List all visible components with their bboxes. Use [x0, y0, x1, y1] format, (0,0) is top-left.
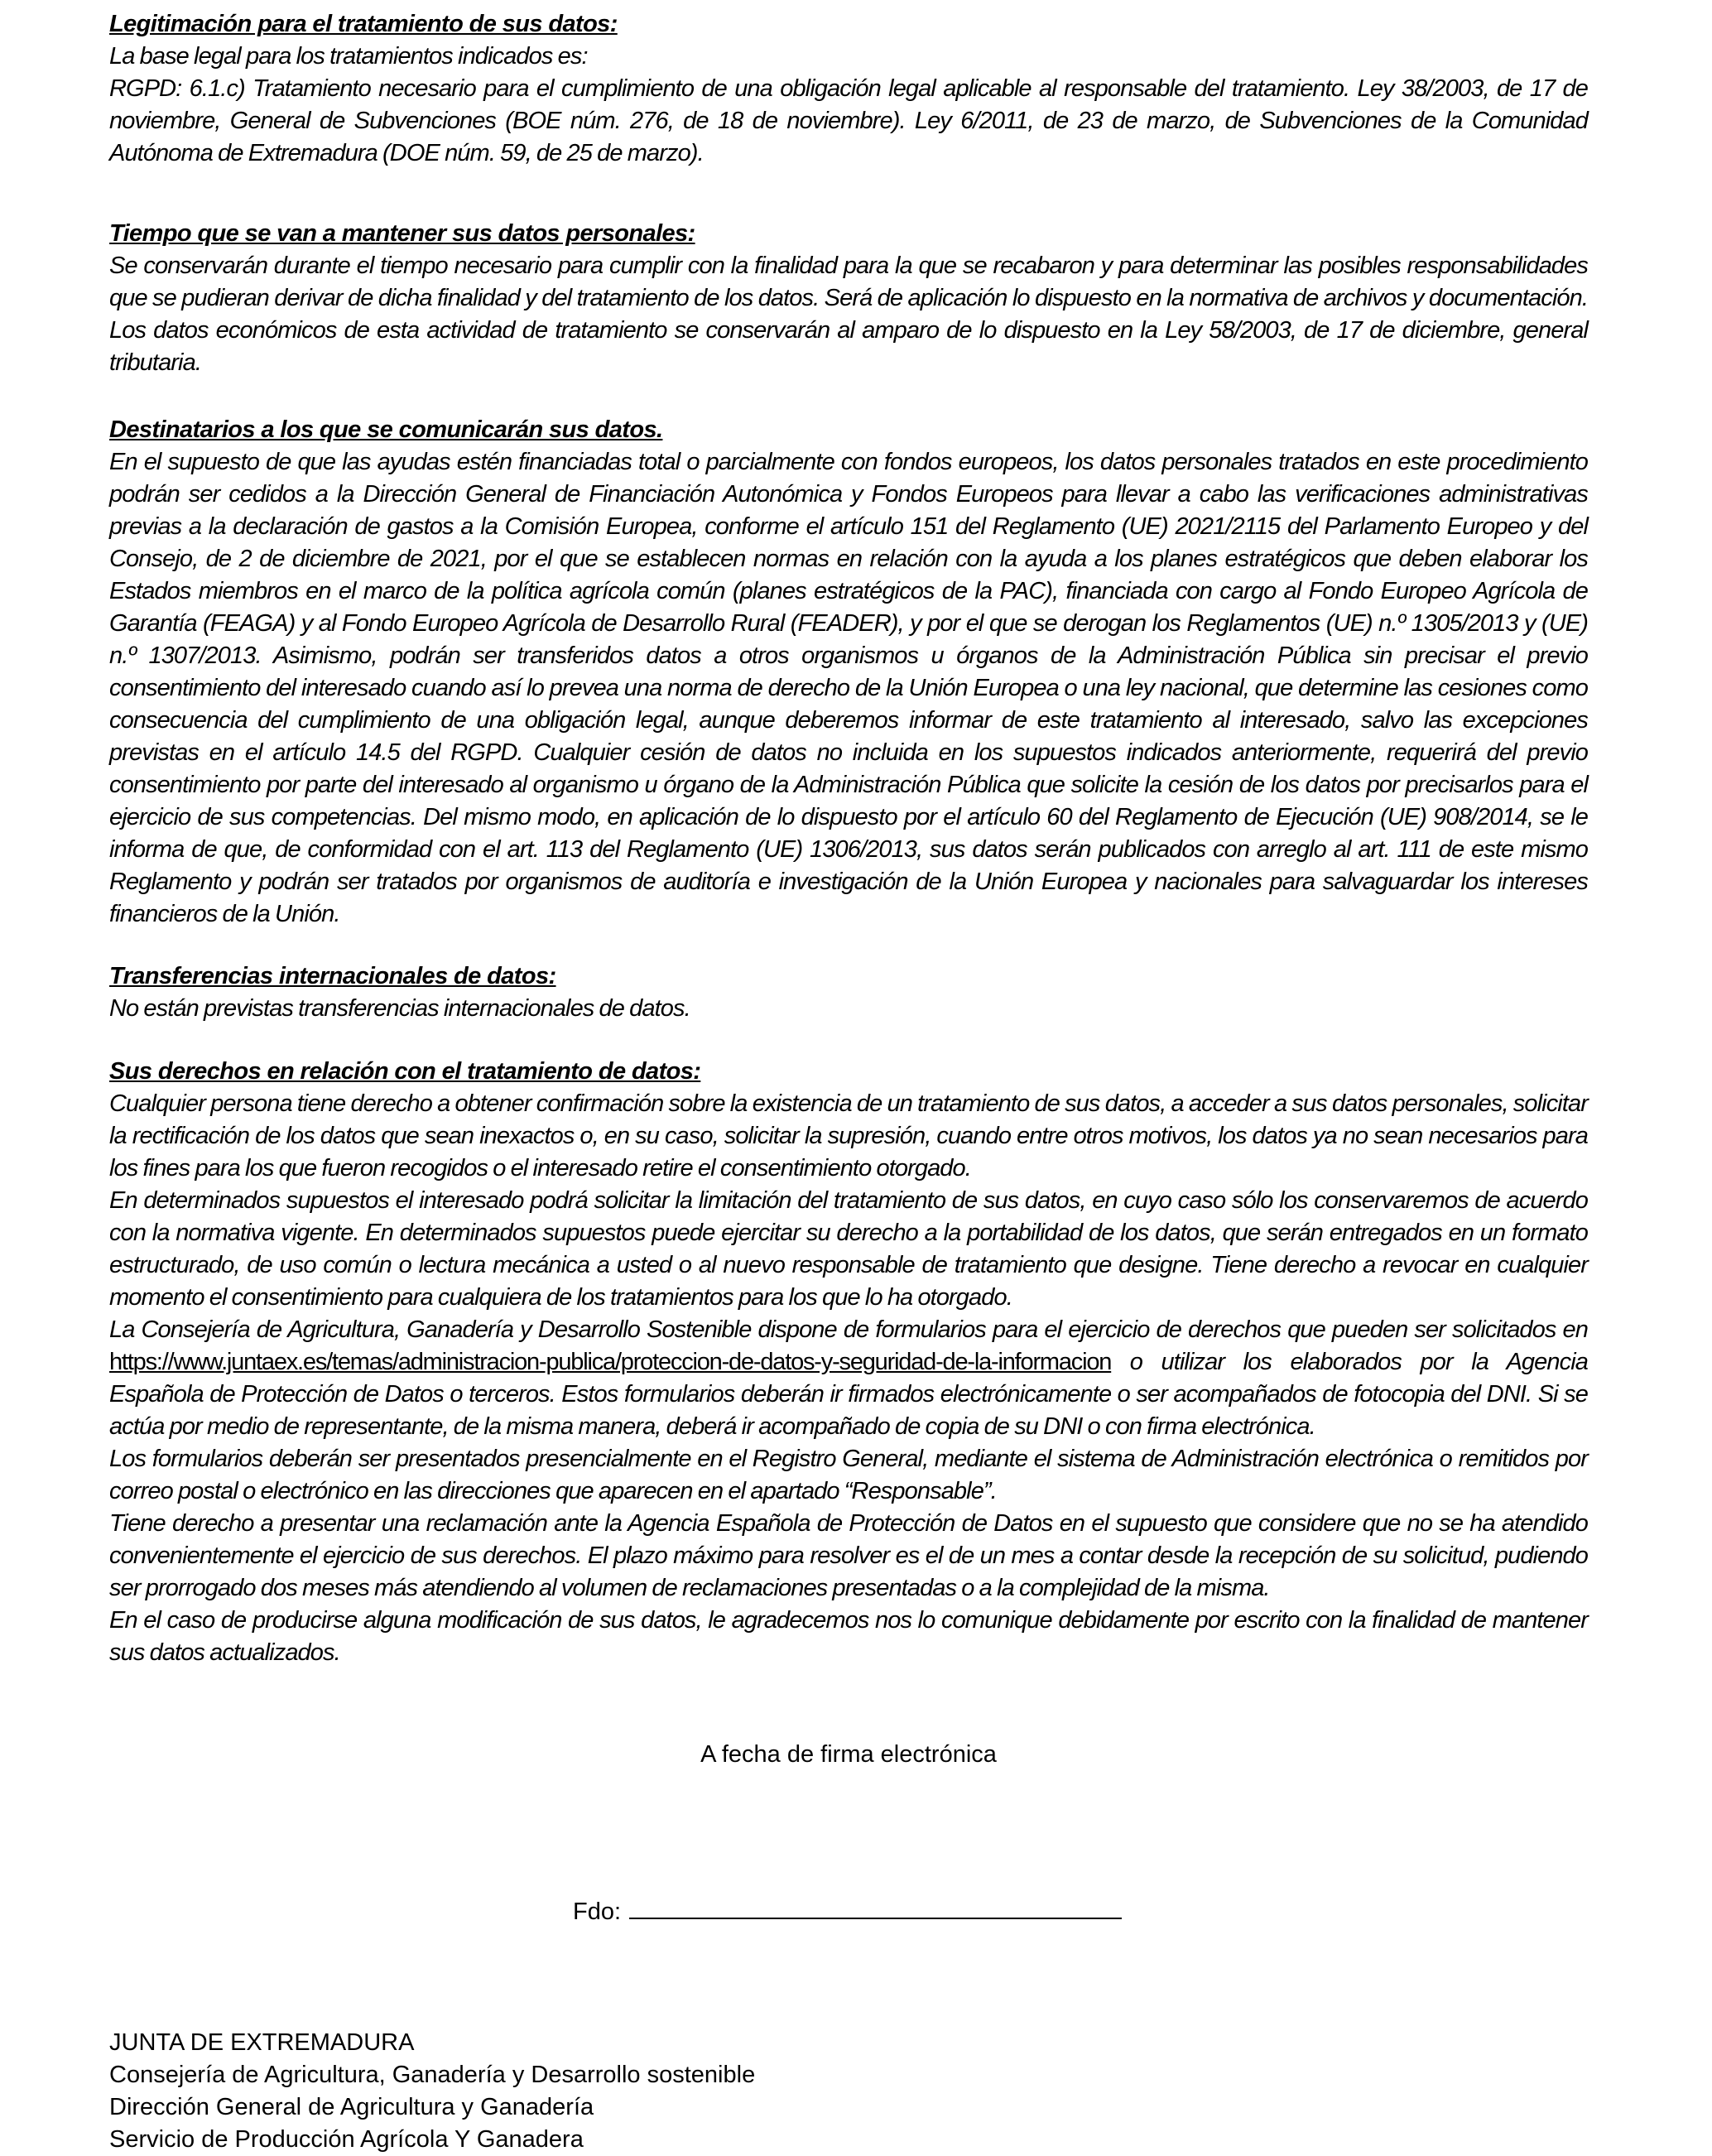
section-heading: Sus derechos en relación con el tratamiento de datos: [109, 1058, 701, 1085]
section-heading: Legitimación para el tratamiento de sus datos: [109, 11, 618, 37]
paragraph: En el caso de producirse alguna modificación de sus datos, le agradecemos nos lo comunique debidamente por escrito con la finalidad de mantener sus datos actualizados. [109, 1607, 1588, 1666]
paragraph: Tiene derecho a presentar una reclamación ante la Agencia Española de Protección de Datos en el supuesto que considere que no se ha atendido convenientemente el ejercicio de sus derechos. El plazo máximo para resolver es el de un mes a contar desde la recepción de su solicitud, pudiendo ser prorrogado dos meses más atendiendo al volumen de reclamaciones presentadas o a la complejidad de la misma. [109, 1510, 1588, 1601]
section-destinatarios [109, 414, 1588, 931]
section-heading: Destinatarios a los que se comunicarán sus datos. [109, 416, 663, 443]
paragraph: La base legal para los tratamientos indicados es: [109, 43, 588, 70]
link-prefix-text: La Consejería de Agricultura, Ganadería y Desarrollo Sostenible dispone de formularios para el ejercicio de derechos que pueden ser solicitados en [109, 1316, 1588, 1343]
section-derechos [109, 1056, 1588, 1669]
section-tiempo [109, 218, 1588, 379]
section-transferencias [109, 960, 1588, 1025]
footer-line-consejeria: Consejería de Agricultura, Ganadería y Desarrollo sostenible [109, 2062, 756, 2088]
paragraph-with-link [109, 1314, 1588, 1443]
paragraph: RGPD: 6.1.c) Tratamiento necesario para el cumplimiento de una obligación legal aplicable al responsable del tratamiento. Ley 38/2003, de 17 de noviembre, General de Subvenciones (BOE núm. 276, de 18 de noviembre). Ley 6/2011, de 23 de marzo, de Subvenciones de la Comunidad Autónoma de Extremadura (DOE núm. 59, de 25 de marzo). [109, 75, 1588, 166]
section-legitimacion [109, 8, 1588, 170]
signature-line[interactable] [629, 1894, 1122, 1919]
date-line: A fecha de firma electrónica [700, 1741, 997, 1768]
paragraph: En el supuesto de que las ayudas estén financiadas total o parcialmente con fondos europeos, los datos personales tratados en este procedimiento podrán ser cedidos a la Dirección General de Financiación Autonómica y Fondos Europeos para llevar a cabo las verificaciones administrativas previas a la declaración de gastos a la Comisión Europea, conforme el artículo 151 del Reglamento (UE) 2021/2115 del Parlamento Europeo y del Consejo, de 2 de diciembre de 2021, por el que se establecen normas en relación con la ayuda a los planes estratégicos que deben elaborar los Estados miembros en el marco de la política agrícola común (planes estratégicos de la PAC), financiada con cargo al Fondo Europeo Agrícola de Garantía (FEAGA) y al Fondo Europeo Agrícola de Desarrollo Rural (FEADER), y por el que se derogan los Reglamentos (UE) n.º 1305/2013 y (UE) n.º 1307/2013. Asimismo, podrán ser transferidos datos a otros organismos u órganos de la Administración Pública sin precisar el previo consentimiento del interesado cuando así lo prevea una norma de derecho de la Unión Europea o una ley nacional, que determine las cesiones como consecuencia del cumplimiento de una obligación legal, aunque deberemos informar de este tratamiento al interesado, salvo las excepciones previstas en el artículo 14.5 del RGPD. Cualquier cesión de datos no incluida en los supuestos indicados anteriormente, requerirá del previo consentimiento por parte del interesado al organismo u órgano de la Administración Pública que solicite la cesión de los datos por precisarlos para el ejercicio de sus competencias. Del mismo modo, en aplicación de lo dispuesto por el artículo 60 del Reglamento de Ejecución (UE) 908/2014, se le informa de que, de conformidad con el art. 113 del Reglamento (UE) 1306/2013, sus datos serán publicados con arreglo al art. 111 de este mismo Reglamento y podrán ser tratados por organismos de auditoría e investigación de la Unión Europea y nacionales para salvaguardar los intereses financieros de la Unión. [109, 449, 1588, 927]
footer-line-org: JUNTA DE EXTREMADURA [109, 2029, 415, 2056]
section-heading: Tiempo que se van a mantener sus datos personales: [109, 220, 695, 247]
paragraph: No están previstas transferencias internacionales de datos. [109, 995, 690, 1022]
footer-line-servicio: Servicio de Producción Agrícola Y Ganadera [109, 2126, 584, 2153]
signature-label: Fdo: [573, 1899, 622, 1925]
footer-line-direccion: Dirección General de Agricultura y Ganadería [109, 2094, 594, 2120]
paragraph: Los formularios deberán ser presentados presencialmente en el Registro General, mediante el sistema de Administración electrónica o remitidos por correo postal o electrónico en las direcciones que aparecen en el apartado “Responsable”. [109, 1446, 1588, 1504]
section-heading: Transferencias internacionales de datos: [109, 963, 556, 989]
paragraph: Se conservarán durante el tiempo necesario para cumplir con la finalidad para la que se recabaron y para determinar las posibles responsabilidades que se pudieran derivar de dicha finalidad y del tratamiento de los datos. Será de aplicación lo dispuesto en la normativa de archivos y documentación. Los datos económicos de esta actividad de tratamiento se conservarán al amparo de lo dispuesto en la Ley 58/2003, de 17 de diciembre, general tributaria. [109, 253, 1588, 376]
paragraph: En determinados supuestos el interesado podrá solicitar la limitación del tratamiento de sus datos, en cuyo caso sólo los conservaremos de acuerdo con la normativa vigente. En determinados supuestos puede ejercitar su derecho a la portabilidad de los datos, que serán entregados en un formato estructurado, de uso común o lectura mecánica a usted o al nuevo responsable de tratamiento que designe. Tiene derecho a revocar en cualquier momento el consentimiento para cualquiera de los tratamientos para los que lo ha otorgado. [109, 1187, 1588, 1311]
signature-block [573, 1894, 1122, 1928]
paragraph: Cualquier persona tiene derecho a obtener confirmación sobre la existencia de un tratamiento de sus datos, a acceder a sus datos personales, solicitar la rectificación de los datos que sean inexactos o, en su caso, solicitar la supresión, cuando entre otros motivos, los datos ya no sean necesarios para los fines para los que fueron recogidos o el interesado retire el consentimiento otorgado. [109, 1090, 1588, 1181]
link-suffix-text: o utilizar los elaborados por la Agencia Española de Protección de Datos o terceros. Estos formularios deberán ir firmados electrónicamente o ser acompañados de fotocopia del DNI. Si se actúa por medio de representante, de la misma manera, deberá ir acompañado de copia de su DNI o con firma electrónica. [109, 1349, 1588, 1440]
juntaex-privacy-link[interactable]: https://www.juntaex.es/temas/administracion-publica/proteccion-de-datos-y-seguridad-de-la-informacion [109, 1349, 1112, 1375]
footer-organization [109, 2027, 755, 2156]
